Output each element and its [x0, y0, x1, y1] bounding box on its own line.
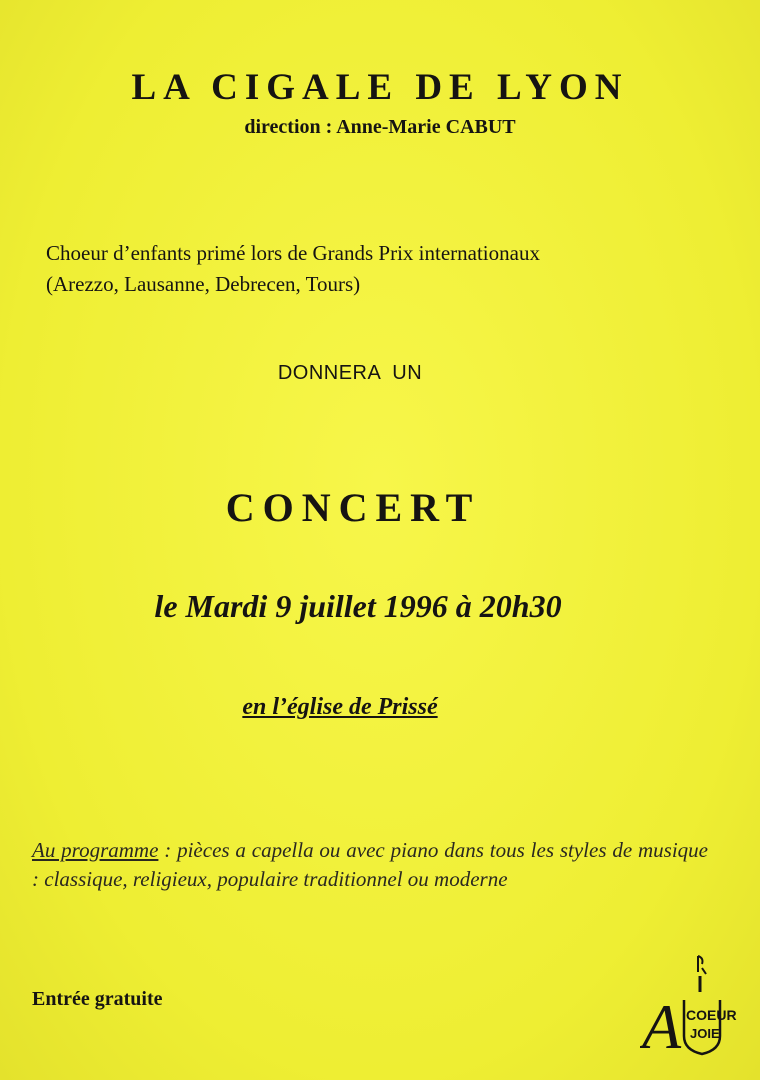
concert-venue: en l’église de Prissé: [242, 694, 438, 720]
choir-description: [46, 238, 726, 300]
director-line: direction : Anne-Marie CABUT: [244, 116, 516, 138]
logo-word-joie: JOIE: [690, 1026, 720, 1041]
choir-title: LA CIGALE DE LYON: [131, 67, 629, 108]
free-entry-text: Entrée gratuite: [32, 988, 163, 1010]
programme-paragraph: [32, 836, 708, 894]
announce-text: DONNERA UN: [277, 362, 423, 384]
concert-heading: CONCERT: [225, 485, 481, 530]
programme-label: Au programme: [32, 838, 159, 862]
concert-date: le Mardi 9 juillet 1996 à 20h30: [154, 588, 562, 624]
programme-text: : pièces a capella ou avec piano dans tous les styles de musique : classique, religieux, populaire traditionnel ou moderne: [32, 838, 709, 891]
logo-word-coeur: COEUR: [686, 1007, 737, 1023]
logo-letter-a: A: [642, 991, 682, 1056]
choir-description-line-1: Choeur d’enfants primé lors de Grands Prix internationaux: [46, 241, 540, 265]
choir-description-line-2: (Arezzo, Lausanne, Debrecen, Tours): [46, 272, 361, 296]
a-coeur-joie-logo-icon: [640, 952, 746, 1056]
